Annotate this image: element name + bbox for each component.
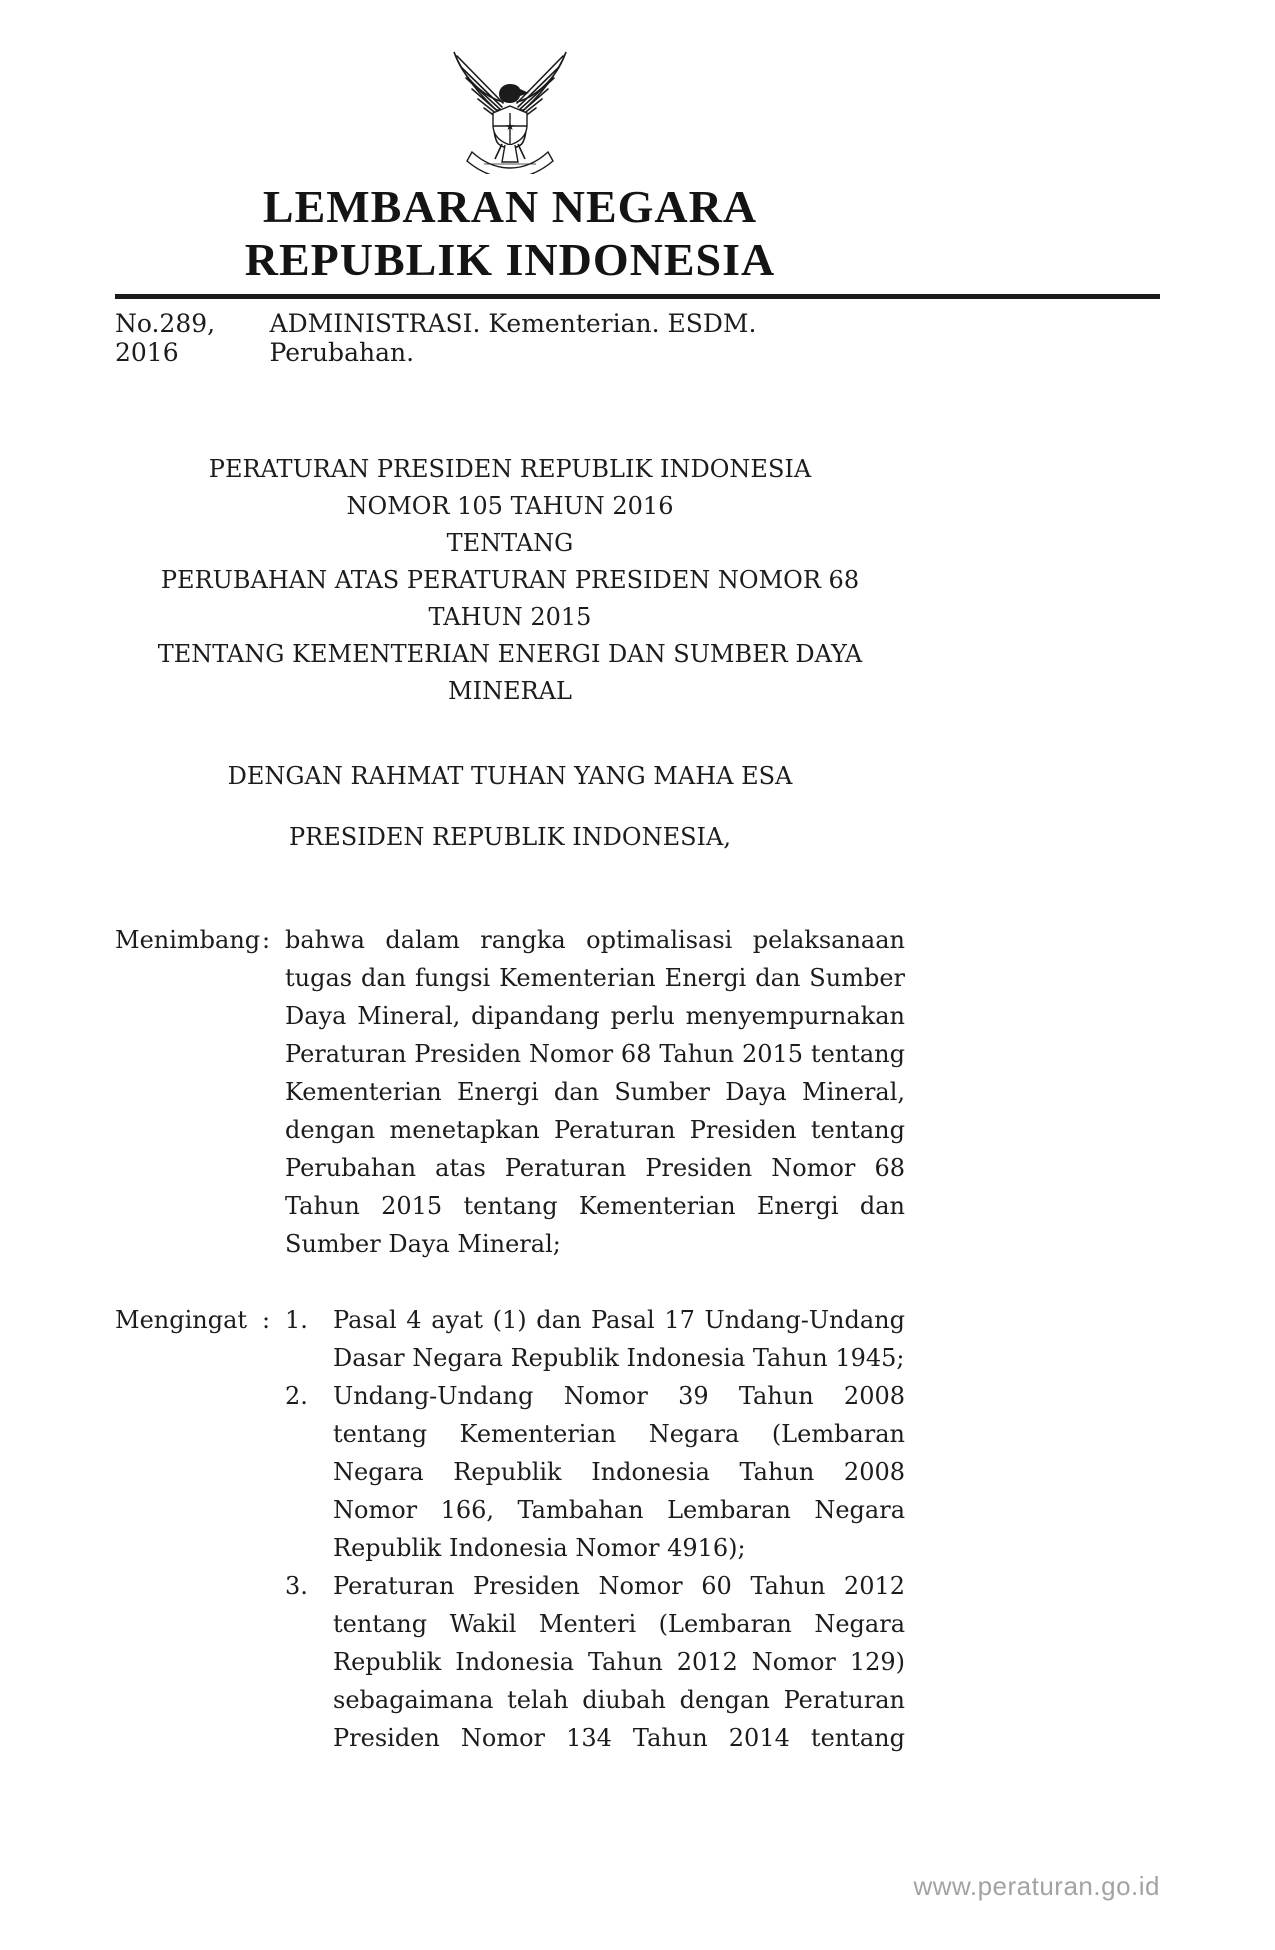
svg-text:★: ★ bbox=[505, 120, 515, 133]
document-body bbox=[115, 451, 905, 1757]
masthead-rule bbox=[115, 294, 1160, 299]
heading-line-1: PERATURAN PRESIDEN REPUBLIK INDONESIA bbox=[208, 454, 812, 483]
issuer-line: PRESIDEN REPUBLIK INDONESIA, bbox=[288, 822, 731, 851]
garuda-emblem bbox=[115, 0, 905, 174]
clause-menimbang-text: bahwa dalam rangka optimalisasi pelaksanaan tugas dan fungsi Kementerian Energi dan Sumber Daya Mineral, dipandang perlu menyempurnakan Peraturan Presiden Nomor 68 Tahun 2015 tentang Kementerian Energi dan Sumber Daya Mineral, dengan menetapkan Peraturan Presiden tentang Perubahan atas Peraturan Presiden Nomor 68 Tahun 2015 tentang Kementerian Energi dan Sumber Daya Mineral; bbox=[285, 925, 905, 1258]
mengingat-list bbox=[285, 1301, 905, 1757]
list-item-number: 1. bbox=[285, 1305, 308, 1334]
issue-row bbox=[115, 309, 905, 367]
heading-line-4: PERUBAHAN ATAS PERATURAN PRESIDEN NOMOR 68 TAHUN 2015 bbox=[160, 565, 860, 631]
list-item-number: 2. bbox=[285, 1381, 308, 1410]
list-item bbox=[285, 1301, 905, 1377]
clause-menimbang-label: Menimbang bbox=[115, 925, 261, 954]
heading-line-5: TENTANG KEMENTERIAN ENERGI DAN SUMBER DAYA MINERAL bbox=[157, 639, 863, 705]
gazette-title-line1: LEMBARAN NEGARA bbox=[262, 181, 758, 232]
list-item-text: Peraturan Presiden Nomor 60 Tahun 2012 tentang Wakil Menteri (Lembaran Negara Republik Indonesia Tahun 2012 Nomor 129) sebagaimana telah diubah dengan Peraturan Presiden Nomor 134 Tahun 2014 tentang bbox=[333, 1571, 905, 1752]
garuda-pancasila-icon bbox=[446, 40, 574, 174]
clause-menimbang-colon: : bbox=[262, 925, 271, 954]
gazette-title bbox=[115, 180, 905, 287]
clause-mengingat-colon: : bbox=[262, 1305, 271, 1334]
list-item-text: Undang-Undang Nomor 39 Tahun 2008 tentang Kementerian Negara (Lembaran Negara Republik Indonesia Tahun 2008 Nomor 166, Tambahan Lembaran Negara Republik Indonesia Nomor 4916); bbox=[333, 1381, 905, 1562]
footer-watermark-url: www.peraturan.go.id bbox=[913, 1871, 1160, 1901]
list-item-number: 3. bbox=[285, 1571, 308, 1600]
issue-subject: ADMINISTRASI. Kementerian. ESDM. Perubahan. bbox=[269, 308, 757, 367]
clause-mengingat bbox=[115, 1301, 905, 1757]
list-item bbox=[285, 1567, 905, 1757]
invocation-line: DENGAN RAHMAT TUHAN YANG MAHA ESA bbox=[227, 761, 793, 790]
issue-number: No.289, 2016 bbox=[115, 308, 216, 367]
list-item-text: Pasal 4 ayat (1) dan Pasal 17 Undang-Undang Dasar Negara Republik Indonesia Tahun 1945; bbox=[333, 1305, 905, 1372]
heading-line-2: NOMOR 105 TAHUN 2016 bbox=[346, 491, 674, 520]
clause-mengingat-label: Mengingat bbox=[115, 1305, 248, 1334]
gazette-title-line2: REPUBLIK INDONESIA bbox=[244, 234, 776, 286]
list-item bbox=[285, 1377, 905, 1567]
document-heading bbox=[115, 451, 905, 710]
masthead bbox=[0, 0, 1275, 367]
clause-menimbang bbox=[115, 921, 905, 1263]
heading-line-3: TENTANG bbox=[446, 528, 574, 557]
